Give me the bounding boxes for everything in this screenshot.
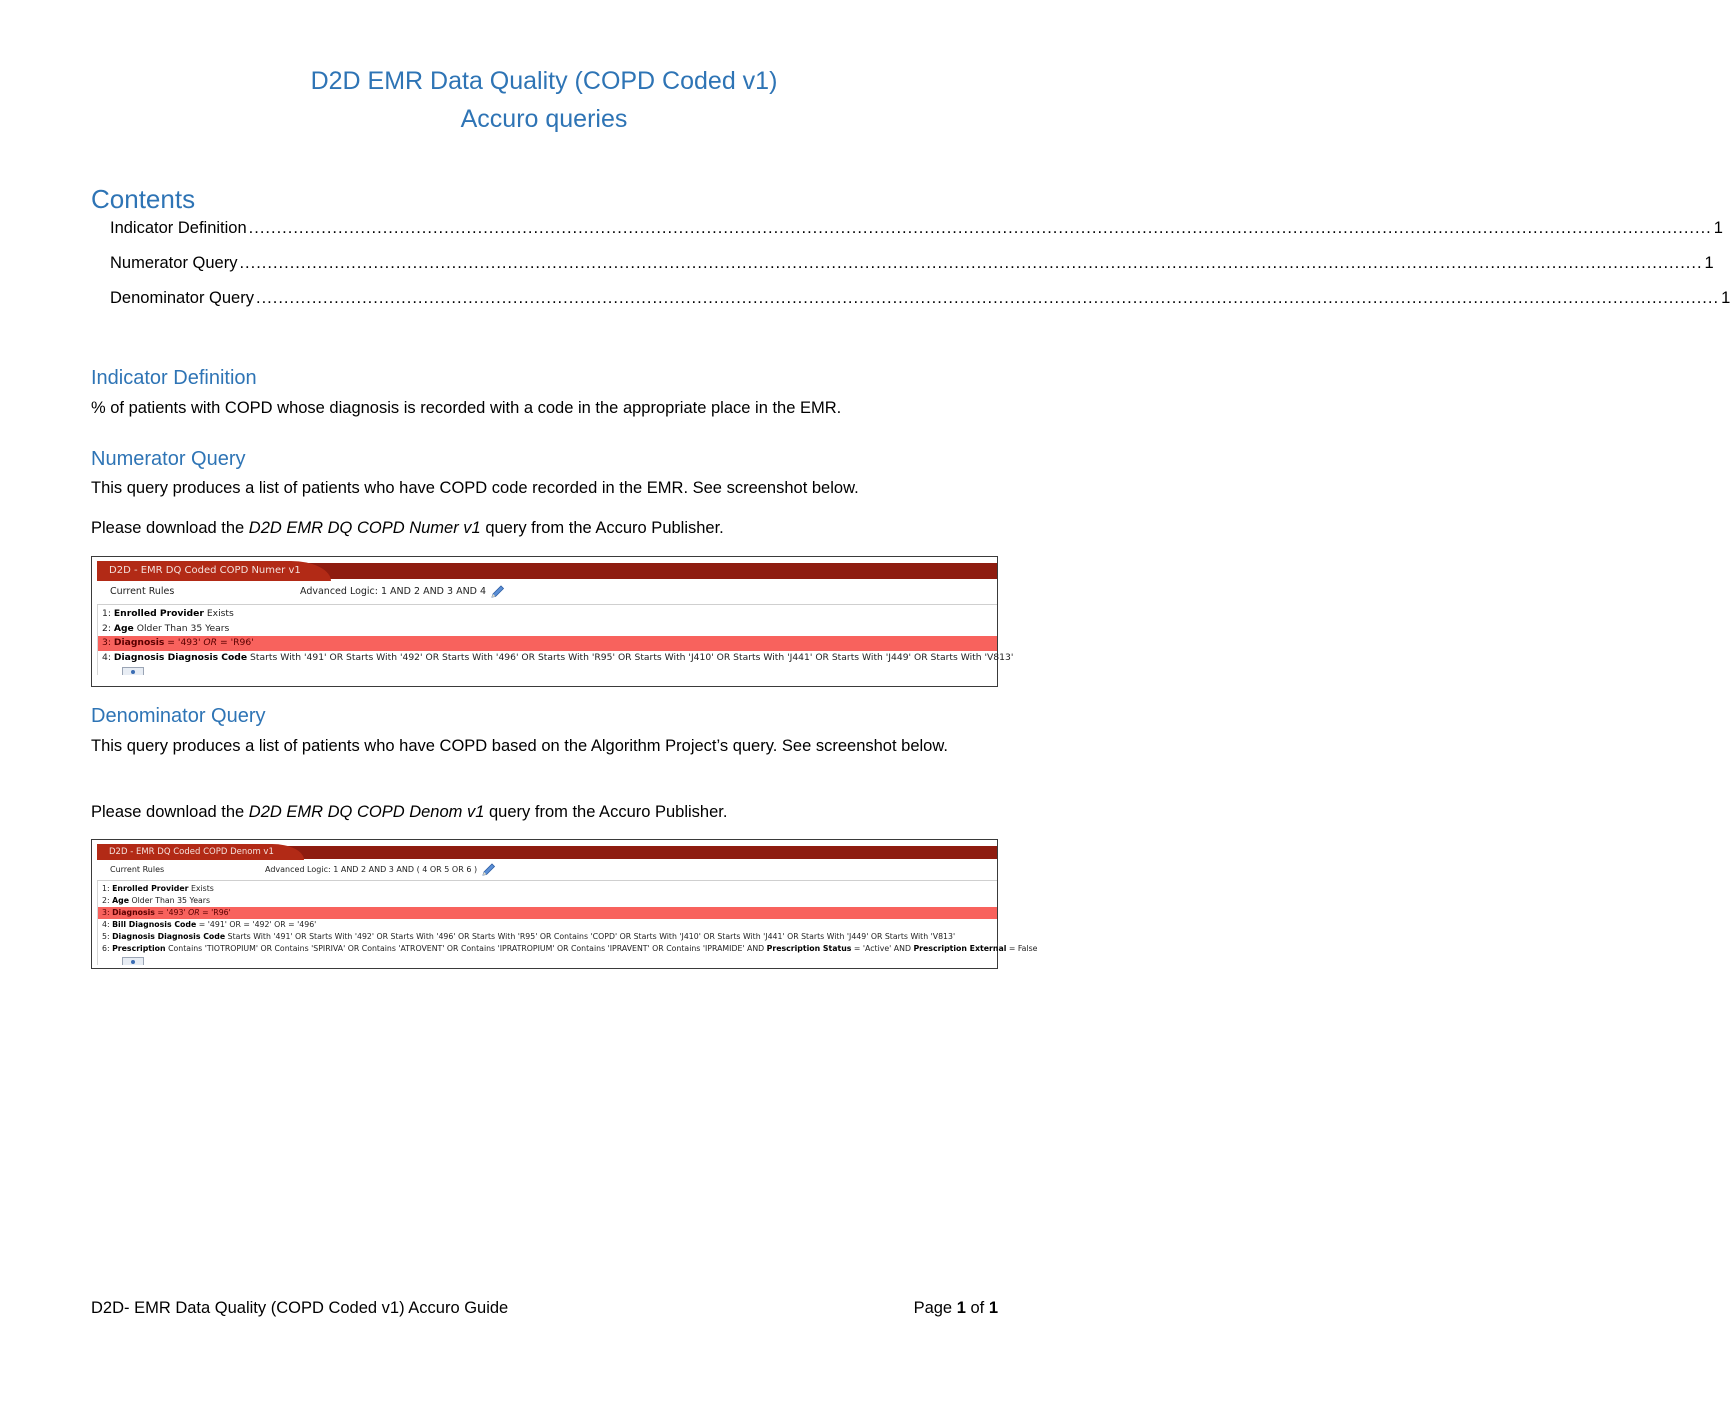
rules-list [97, 881, 1038, 965]
add-rule-button[interactable] [122, 957, 144, 965]
toc-entry-denominator-query[interactable] [110, 289, 1730, 324]
download-text-pre: Please download the [91, 803, 249, 821]
rule-row[interactable]: 1: Enrolled Provider Exists [102, 884, 214, 893]
denominator-query-heading: Denominator Query [91, 705, 266, 727]
toc-label: Denominator Query [110, 289, 254, 307]
rule-row[interactable]: 1: Enrolled Provider Exists [102, 608, 234, 619]
table-of-contents [110, 219, 1730, 324]
toc-entry-numerator-query[interactable] [110, 254, 1714, 289]
page-footer [91, 1299, 998, 1318]
toc-leader [239, 254, 1702, 273]
advanced-logic-label: Advanced Logic: 1 AND 2 AND 3 AND 4 [300, 586, 487, 597]
rules-header [97, 859, 997, 881]
pencil-edit-icon[interactable] [481, 863, 497, 877]
add-rule-button[interactable] [122, 667, 144, 675]
denominator-query-screenshot [91, 839, 1038, 969]
toc-label: Numerator Query [110, 254, 238, 272]
download-text-post: query from the Accuro Publisher. [484, 803, 728, 821]
indicator-definition-text: % of patients with COPD whose diagnosis is recorded with a code in the appropriate place in the EMR. [91, 399, 842, 417]
document-title: D2D EMR Data Quality (COPD Coded v1) [310, 67, 778, 95]
contents-heading: Contents [91, 184, 196, 214]
toc-page: 1 [1713, 219, 1723, 237]
download-text-post: query from the Accuro Publisher. [480, 519, 724, 537]
denominator-download-instruction [91, 799, 991, 825]
numerator-query-heading: Numerator Query [91, 448, 246, 470]
rule-row[interactable]: 5: Diagnosis Diagnosis Code Starts With '491' OR Starts With '492' OR Starts With '496' OR Starts With 'R95' OR Contains 'COPD' OR Starts With 'J410' OR Starts With 'J441' OR Starts With 'J449' OR Starts With 'V813' [102, 932, 956, 941]
rule-row[interactable]: 6: Prescription Contains 'TIOTROPIUM' OR Contains 'SPIRIVA' OR Contains 'ATROVENT' OR Contains 'IPRATROPIUM' OR Contains 'IPRAVENT' OR Contains 'IPRAMIDE' AND Prescription Status = 'Active' AND Prescription External = False [102, 944, 1038, 953]
query-title-bar [97, 563, 997, 579]
query-tab[interactable]: D2D - EMR DQ Coded COPD Denom v1 [97, 844, 304, 860]
indicator-definition-heading: Indicator Definition [91, 367, 257, 389]
query-name: D2D EMR DQ COPD Numer v1 [248, 519, 481, 537]
rules-header [97, 579, 997, 605]
rules-list [97, 605, 1014, 675]
toc-page: 1 [1704, 254, 1714, 272]
numerator-query-text: This query produces a list of patients who have COPD code recorded in the EMR. See screenshot below. [91, 479, 859, 497]
query-title-bar [97, 846, 997, 859]
footer-document-name: D2D- EMR Data Quality (COPD Coded v1) Accuro Guide [91, 1299, 509, 1317]
rule-row[interactable]: 2: Age Older Than 35 Years [102, 622, 230, 634]
query-name: D2D EMR DQ COPD Denom v1 [248, 803, 485, 821]
advanced-logic-label: Advanced Logic: 1 AND 2 AND 3 AND ( 4 OR 5 OR 6 ) [265, 865, 478, 874]
current-rules-label: Current Rules [110, 586, 175, 597]
rule-row-selected[interactable]: 3: Diagnosis = '493' OR = 'R96' [98, 907, 997, 919]
download-text-pre: Please download the [91, 519, 249, 537]
current-rules-label: Current Rules [110, 865, 165, 874]
toc-page: 1 [1721, 289, 1730, 307]
denominator-query-text: This query produces a list of patients who have COPD based on the Algorithm Project’s query. See screenshot below. [91, 737, 948, 755]
page-number: Page 1 of 1 [913, 1299, 998, 1317]
pencil-edit-icon[interactable] [490, 585, 506, 599]
toc-label: Indicator Definition [110, 219, 247, 237]
toc-entry-indicator-definition[interactable] [110, 219, 1723, 254]
rule-row[interactable]: 4: Diagnosis Diagnosis Code Starts With '491' OR Starts With '492' OR Starts With '496' OR Starts With 'R95' OR Starts With 'J410' OR Starts With 'J441' OR Starts With 'J449' OR Starts With 'V813' [102, 651, 1014, 663]
toc-leader [256, 289, 1719, 308]
numerator-query-screenshot [91, 556, 1014, 687]
numerator-download-instruction [91, 515, 991, 541]
rule-row[interactable]: 2: Age Older Than 35 Years [102, 896, 211, 905]
toc-leader [249, 219, 1712, 238]
document-subtitle: Accuro queries [460, 105, 628, 133]
query-tab[interactable]: D2D - EMR DQ Coded COPD Numer v1 [97, 561, 331, 581]
rule-row-selected[interactable]: 3: Diagnosis = '493' OR = 'R96' [98, 636, 997, 651]
rule-row[interactable]: 4: Bill Diagnosis Code = '491' OR = '492' OR = '496' [102, 920, 317, 929]
